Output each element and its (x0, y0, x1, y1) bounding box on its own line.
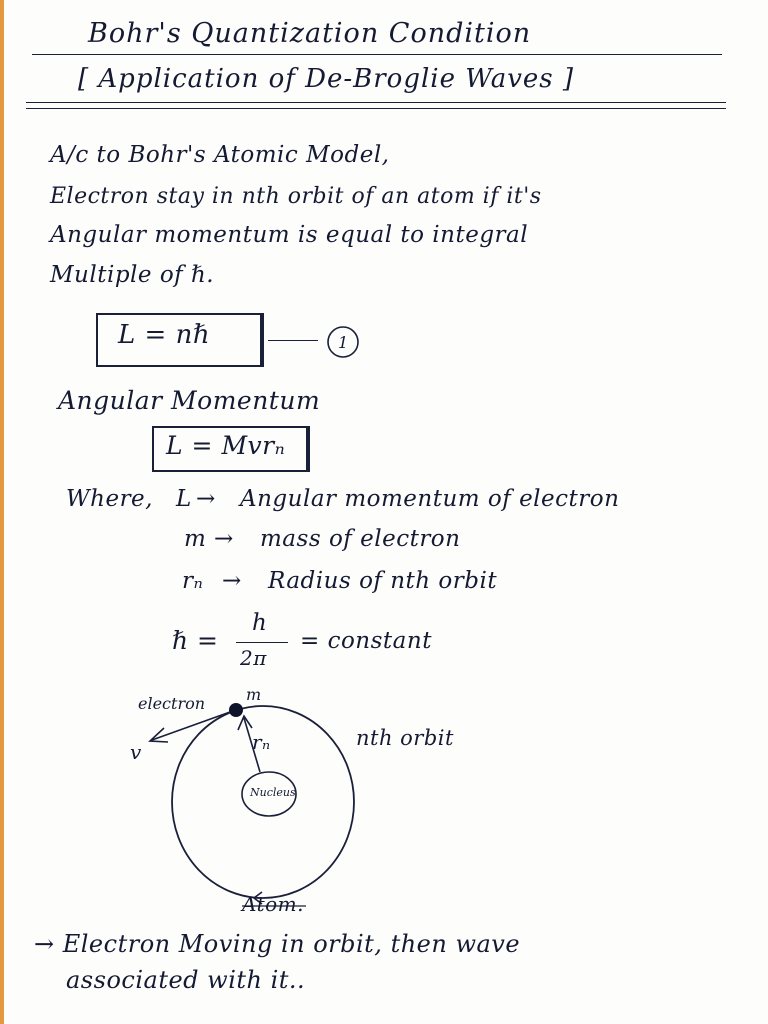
intro-line-2: Electron stay in nth orbit of an atom if it's (50, 184, 542, 209)
definition-arrow-m: → (214, 526, 234, 552)
velocity-label: v (130, 740, 142, 764)
nucleus-label: Nucleus (250, 786, 296, 799)
orbit-label: nth orbit (356, 726, 454, 750)
definition-arrow-r: → (222, 568, 242, 594)
equation-1: L = nℏ (118, 320, 211, 350)
definition-symbol-l: L (176, 486, 192, 512)
hbar-value: = constant (300, 628, 432, 654)
title-line-1: Bohr's Quantization Condition (88, 18, 532, 49)
diagram-caption: Atom. (242, 892, 304, 916)
conclusion-line-2: associated with it.. (66, 966, 306, 994)
angular-momentum-expression: L = Mvrₙ (166, 431, 286, 460)
definition-symbol-m: m (184, 526, 207, 552)
velocity-line (152, 712, 230, 740)
definition-symbol-r: rₙ (182, 568, 204, 594)
definitions-prefix: Where, (66, 486, 153, 512)
electron-dot (229, 703, 243, 717)
intro-line-1: A/c to Bohr's Atomic Model, (50, 142, 390, 168)
definition-text-r: Radius of nth orbit (268, 568, 498, 594)
mass-label: m (246, 685, 262, 704)
angular-momentum-heading: Angular Momentum (58, 386, 321, 415)
electron-label: electron (138, 694, 206, 713)
conclusion-line-1: → Electron Moving in orbit, then wave (34, 930, 521, 958)
definition-text-m: mass of electron (260, 526, 461, 552)
intro-line-4: Multiple of ℏ. (50, 262, 215, 288)
hbar-numerator: h (252, 610, 268, 636)
hbar-symbol: ℏ = (172, 626, 219, 655)
intro-line-3: Angular momentum is equal to integral (50, 222, 529, 248)
radius-label: rₙ (252, 730, 271, 754)
hbar-denominator: 2π (240, 646, 267, 670)
equation-1-number: 1 (338, 333, 349, 352)
title-line-2: [ Application of De-Broglie Waves ] (78, 64, 575, 94)
definition-arrow-l: → (196, 486, 216, 512)
definition-text-l: Angular momentum of electron (240, 486, 620, 512)
equation-1-number-circle (328, 327, 358, 357)
